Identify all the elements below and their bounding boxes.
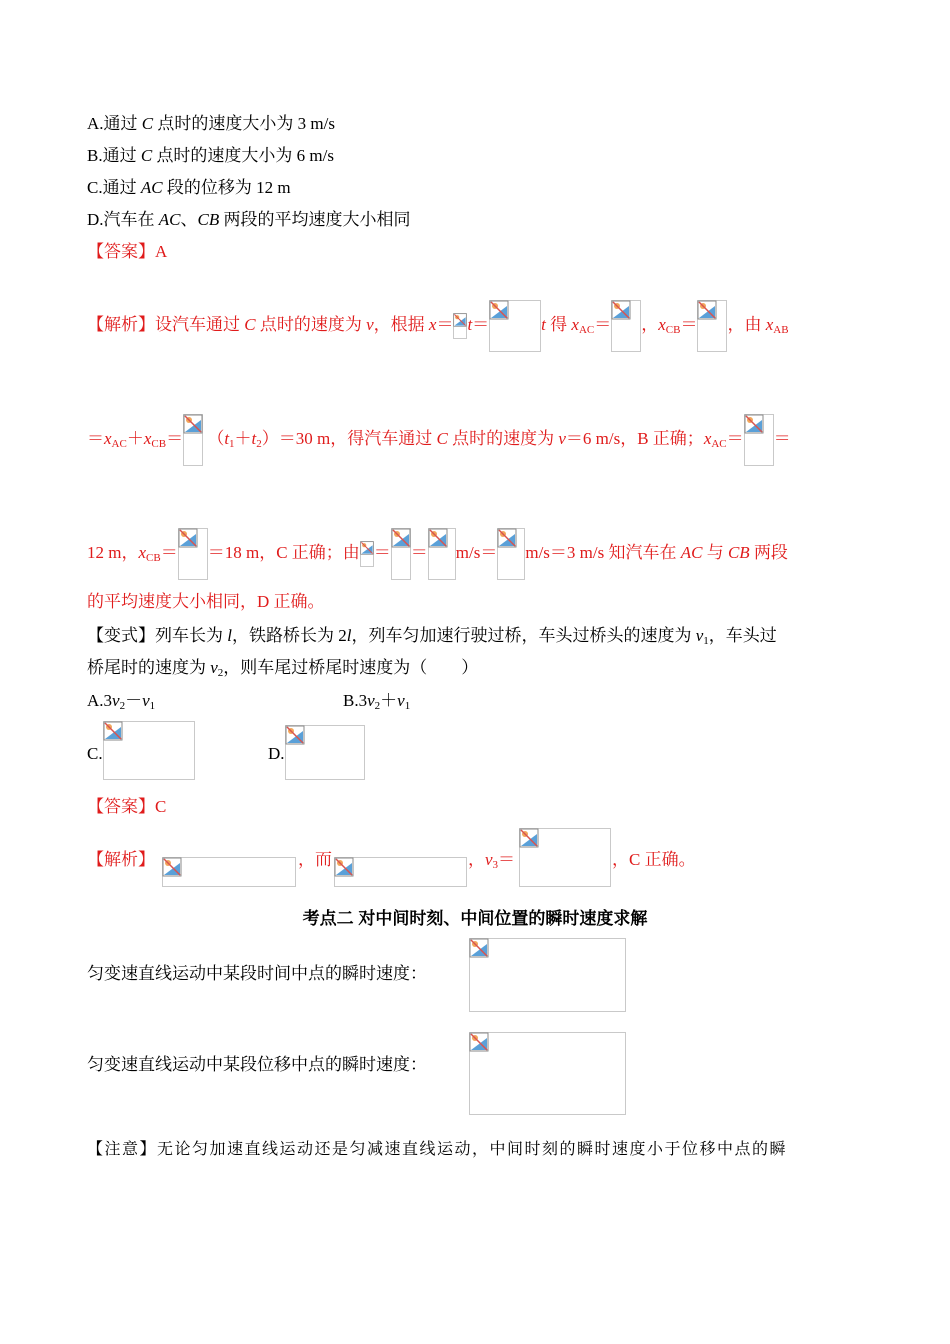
option-d: D.汽车在 AC、CB 两段的平均速度大小相同 — [87, 210, 411, 229]
broken-image-icon — [489, 300, 509, 320]
formula-image — [744, 414, 774, 466]
broken-image-icon — [428, 528, 448, 548]
variant-option-d: D. — [268, 744, 285, 763]
formula-image — [360, 541, 374, 567]
analysis-1-line-2: $=x_{AC}+x_{CB}=$ $(t_1+t_2)=30$ m，得汽车通过 C 点时的速度为 v＝6 m/s，B 正确；$x_{AC}=$ ＝ — [87, 414, 791, 466]
broken-image-icon — [497, 528, 517, 548]
formula-image — [178, 528, 208, 580]
note-paragraph: 【注意】无论匀加速直线运动还是匀减速直线运动，中间时刻的瞬时速度小于位移中点的瞬 — [87, 1139, 788, 1158]
broken-image-icon — [334, 857, 354, 877]
variant-option-c: C. — [87, 744, 103, 763]
broken-image-icon — [178, 528, 198, 548]
option-b: B.通过 C 点时的速度大小为 6 m/s — [87, 146, 334, 165]
option-c: C.通过 AC 段的位移为 12 m — [87, 178, 291, 197]
option-a: A.通过 C 点时的速度大小为 3 m/s — [87, 114, 335, 133]
formula-image — [489, 300, 541, 352]
variant-option-b: $B.3v_2+v_1$ — [343, 691, 411, 712]
variant-option-a: $A.3v_2-v_1$ — [87, 691, 156, 712]
formula-image — [162, 857, 296, 887]
formula-image — [611, 300, 641, 352]
broken-image-icon — [697, 300, 717, 320]
formula-image — [103, 721, 195, 780]
broken-image-icon — [162, 857, 182, 877]
mid-time-label: 匀变速直线运动中某段时间中点的瞬时速度： — [87, 964, 427, 983]
broken-image-icon — [183, 414, 203, 434]
broken-image-icon — [744, 414, 764, 434]
formula-image — [183, 414, 203, 466]
formula-image — [285, 725, 365, 780]
formula-image — [497, 528, 525, 580]
broken-image-icon — [391, 528, 411, 548]
broken-image-icon — [469, 938, 489, 958]
analysis-1-line-1: 【解析】设汽车通过 C 点时的速度为 v，根据 x＝ t＝ t 得 $x_{AC}=$ ，$x_{CB}=$ ，由 $x_{AB}$ — [87, 300, 789, 352]
analysis-2-v3: ，$v_3=$ — [468, 850, 516, 871]
formula-image — [453, 313, 467, 339]
broken-image-icon — [360, 541, 374, 555]
formula-image — [428, 528, 456, 580]
broken-image-icon — [285, 725, 305, 745]
broken-image-icon — [611, 300, 631, 320]
formula-image — [469, 1032, 626, 1115]
broken-image-icon — [519, 828, 539, 848]
formula-image — [334, 857, 467, 887]
analysis-2-line: 【解析】 — [87, 850, 155, 869]
formula-image — [519, 828, 611, 887]
broken-image-icon — [469, 1032, 489, 1052]
broken-image-icon — [103, 721, 123, 741]
mid-position-label: 匀变速直线运动中某段位移中点的瞬时速度： — [87, 1055, 427, 1074]
formula-image — [469, 938, 626, 1012]
formula-image — [697, 300, 727, 352]
variant-line-1: 【变式】列车长为 l，铁路桥长为 2l，列车匀加速行驶过桥，车头过桥头的速度为 $v_1$，车头过 — [87, 626, 777, 647]
broken-image-icon — [453, 313, 467, 327]
variant-line-2: 桥尾时的速度为 $v_2$，则车尾过桥尾时速度为（ ） — [87, 658, 479, 679]
analysis-1-line-3: 12 m，$x_{CB}=$ ＝18 m，C 正确；由 ＝ ＝ m/s＝ m/s＝3 m/s 知汽车在 AC 与 CB 两段 — [87, 528, 788, 580]
analysis-2-sep-1: ，而 — [298, 850, 332, 869]
formula-image — [391, 528, 411, 580]
answer-1: 【答案】A — [87, 242, 168, 261]
analysis-1-line-4: 的平均速度大小相同，D 正确。 — [87, 592, 325, 611]
answer-2: 【答案】C — [87, 797, 167, 816]
analysis-2-end: ，C 正确。 — [612, 850, 696, 869]
section-title: 考点二 对中间时刻、中间位置的瞬时速度求解 — [302, 909, 648, 928]
